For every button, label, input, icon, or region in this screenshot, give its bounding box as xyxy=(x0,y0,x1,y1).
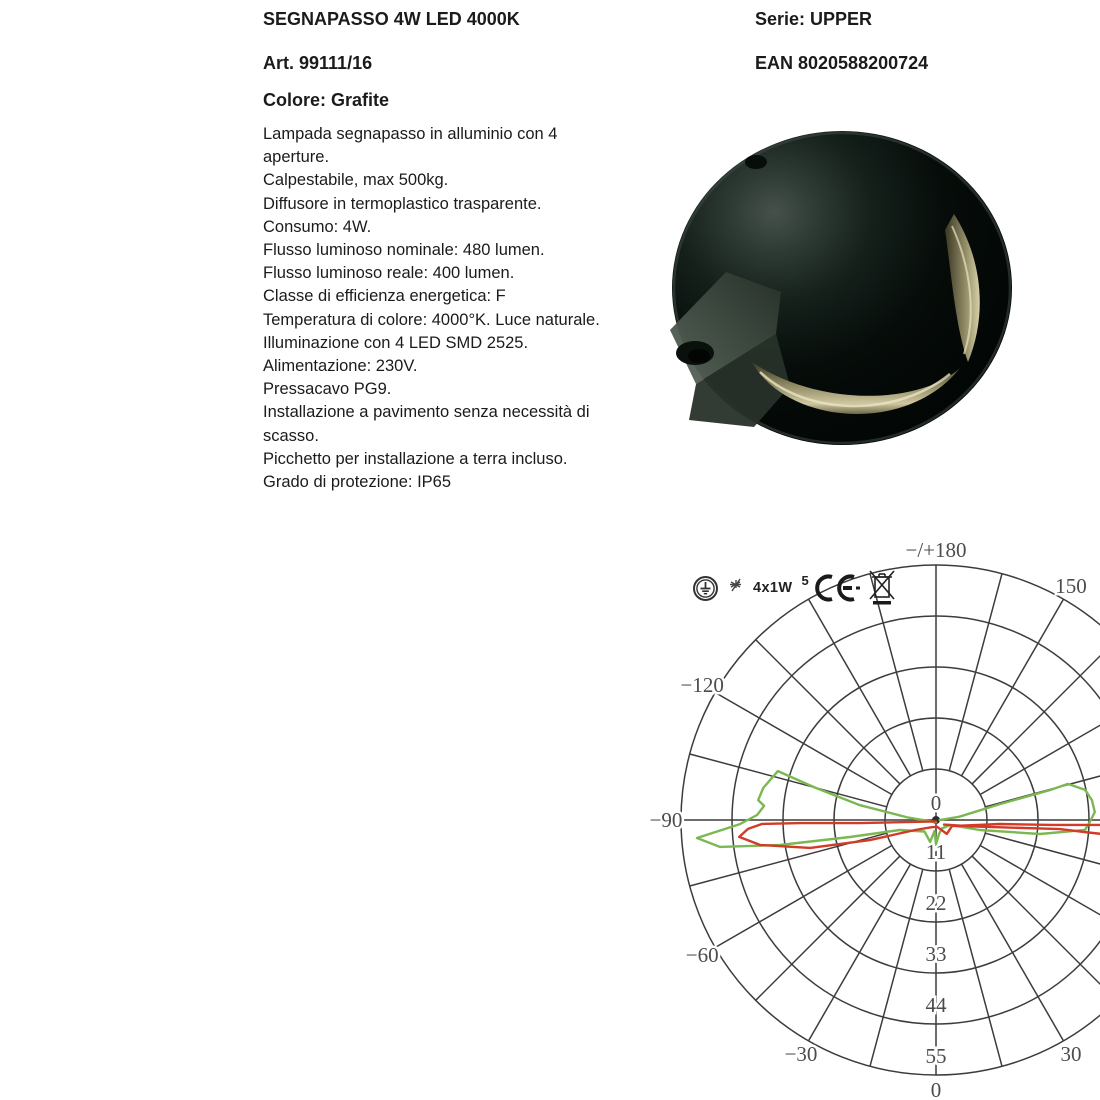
ce-number: 5 xyxy=(801,572,809,588)
product-article: Art. 99111/16 xyxy=(263,53,373,73)
description-line: Flusso luminoso nominale: 480 lumen. xyxy=(263,241,545,260)
product-ean: EAN 8020588200724 xyxy=(755,53,929,73)
radial-tick-label: 55 xyxy=(925,1044,947,1068)
product-photo xyxy=(656,122,1016,458)
polar-labels xyxy=(650,538,1087,1100)
description-line: Temperatura di colore: 4000°K. Luce naturale. xyxy=(263,310,600,329)
angle-label: −60 xyxy=(685,943,719,967)
angle-label: −/+180 xyxy=(905,538,967,562)
radial-tick-label: 0 xyxy=(930,791,942,815)
description-line: Diffusore in termoplastico trasparente. xyxy=(263,194,542,213)
polar-grid-spoke xyxy=(985,754,1100,807)
lamp-marking: 4x1W xyxy=(753,580,793,596)
angle-label: −90 xyxy=(649,808,683,832)
polar-grid-spoke xyxy=(985,833,1100,886)
description-line: Illuminazione con 4 LED SMD 2525. xyxy=(263,333,529,352)
angle-label: −30 xyxy=(784,1041,818,1066)
description-line: Calpestabile, max 500kg. xyxy=(263,171,449,190)
certification-row xyxy=(692,566,895,610)
polar-grid-spoke xyxy=(756,640,900,784)
description-line: Installazione a pavimento senza necessità di xyxy=(263,403,590,422)
angle-label: −120 xyxy=(680,673,724,697)
description-line: Flusso luminoso reale: 400 lumen. xyxy=(263,264,515,283)
polar-grid-spoke xyxy=(809,864,911,1041)
angle-label: 0 xyxy=(930,1078,942,1100)
polar-grid-spoke xyxy=(949,869,1002,1066)
polar-grid-spoke xyxy=(962,864,1064,1041)
lamp-symbol-icon xyxy=(728,577,744,599)
product-series: Serie: UPPER xyxy=(755,9,873,29)
weee-crossed-bin-icon xyxy=(869,569,895,607)
product-title: SEGNAPASSO 4W LED 4000K xyxy=(263,9,520,29)
description-line: Pressacavo PG9. xyxy=(263,380,392,399)
polar-grid-spoke xyxy=(690,754,887,807)
angle-label: 30 xyxy=(1060,1041,1082,1066)
polar-grid-spoke xyxy=(715,846,892,948)
description-line: Lampada segnapasso in alluminio con 4 xyxy=(263,125,558,143)
radial-tick-label: 33 xyxy=(925,942,947,966)
angle-label: 150 xyxy=(1055,574,1087,599)
description-line: Picchetto per installazione a terra incluso. xyxy=(263,449,568,468)
description-line: Consumo: 4W. xyxy=(263,217,372,236)
description-line: scasso. xyxy=(263,426,319,445)
product-meta xyxy=(755,8,1085,74)
polar-grid xyxy=(681,565,1100,1075)
polar-grid-spoke xyxy=(962,599,1064,776)
description-line: aperture. xyxy=(263,148,330,167)
polar-grid-spoke xyxy=(756,856,900,1000)
top-hole xyxy=(745,155,767,169)
product-description xyxy=(263,123,658,494)
photometric-curve-green xyxy=(697,771,1095,847)
description-line: Grado di protezione: IP65 xyxy=(263,473,452,492)
product-info xyxy=(263,8,658,494)
radial-tick-label: 22 xyxy=(925,891,947,915)
polar-grid-spoke xyxy=(949,574,1002,771)
description-line: Alimentazione: 230V. xyxy=(263,357,418,376)
protective-earth-icon xyxy=(692,575,719,602)
product-color: Colore: Grafite xyxy=(263,90,390,110)
radial-tick-label: 11 xyxy=(925,840,947,864)
weee-underline xyxy=(873,601,891,605)
polar-grid-spoke xyxy=(715,693,892,795)
product-photo-image xyxy=(656,122,1016,458)
polar-grid-spoke xyxy=(870,869,923,1066)
radial-tick-label: 44 xyxy=(925,993,947,1017)
ce-mark-icon xyxy=(814,573,860,603)
description-line: Classe di efficienza energetica: F xyxy=(263,287,506,306)
polar-grid-spoke xyxy=(809,599,911,776)
